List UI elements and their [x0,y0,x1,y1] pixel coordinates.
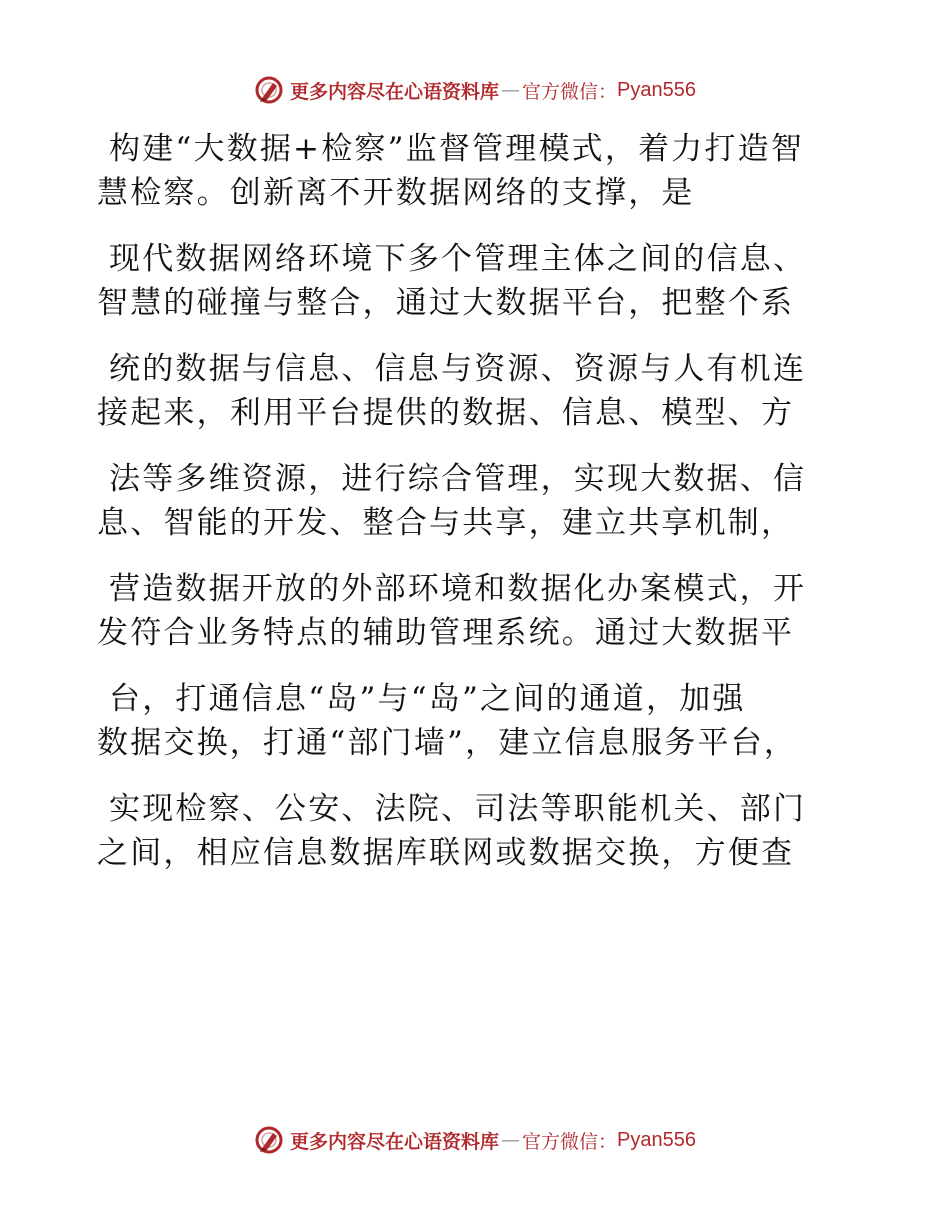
body-line: 慧检察。创新离不开数据网络的支撑，是 [97,175,695,211]
footer-banner [0,1120,950,1160]
pen-nib-logo-icon [254,75,284,105]
document-body [97,127,857,875]
banner-separator: — [501,79,521,101]
wechat-id: Pyan556 [617,1128,696,1151]
body-line: 现代数据网络环境下多个管理主体之间的信息、 [109,241,807,277]
body-line: 发符合业务特点的辅助管理系统。通过大数据平 [97,615,795,651]
body-line: 之间，相应信息数据库联网或数据交换，方便查 [97,835,795,871]
body-line: 息、智能的开发、整合与共享，建立共享机制， [97,505,795,541]
promo-text: 更多内容尽在心语资料库 [290,1130,500,1153]
header-banner [0,70,950,110]
body-line: 法等多维资源，进行综合管理，实现大数据、信 [109,461,807,497]
promo-text: 更多内容尽在心语资料库 [290,80,500,103]
body-line: 营造数据开放的外部环境和数据化办案模式，开 [109,571,807,607]
body-line: 实现检察、公安、法院、司法等职能机关、部门 [109,791,807,827]
body-line: 数据交换，打通“部门墙”，建立信息服务平台， [97,725,798,761]
body-line: 接起来，利用平台提供的数据、信息、模型、方 [97,395,795,431]
official-wechat-label: 官方微信： [522,1130,618,1153]
body-line: 统的数据与信息、信息与资源、资源与人有机连 [109,351,807,387]
pen-nib-logo-icon [254,1125,284,1155]
official-wechat-label: 官方微信： [522,80,618,103]
banner-separator: — [501,1129,521,1151]
wechat-id: Pyan556 [617,78,696,101]
body-line: 构建“大数据+检察”监督管理模式，着力打造智 [109,131,805,167]
body-line: 智慧的碰撞与整合，通过大数据平台，把整个系 [97,285,795,321]
body-line: 台，打通信息“岛”与“岛”之间的通道，加强 [109,681,746,717]
